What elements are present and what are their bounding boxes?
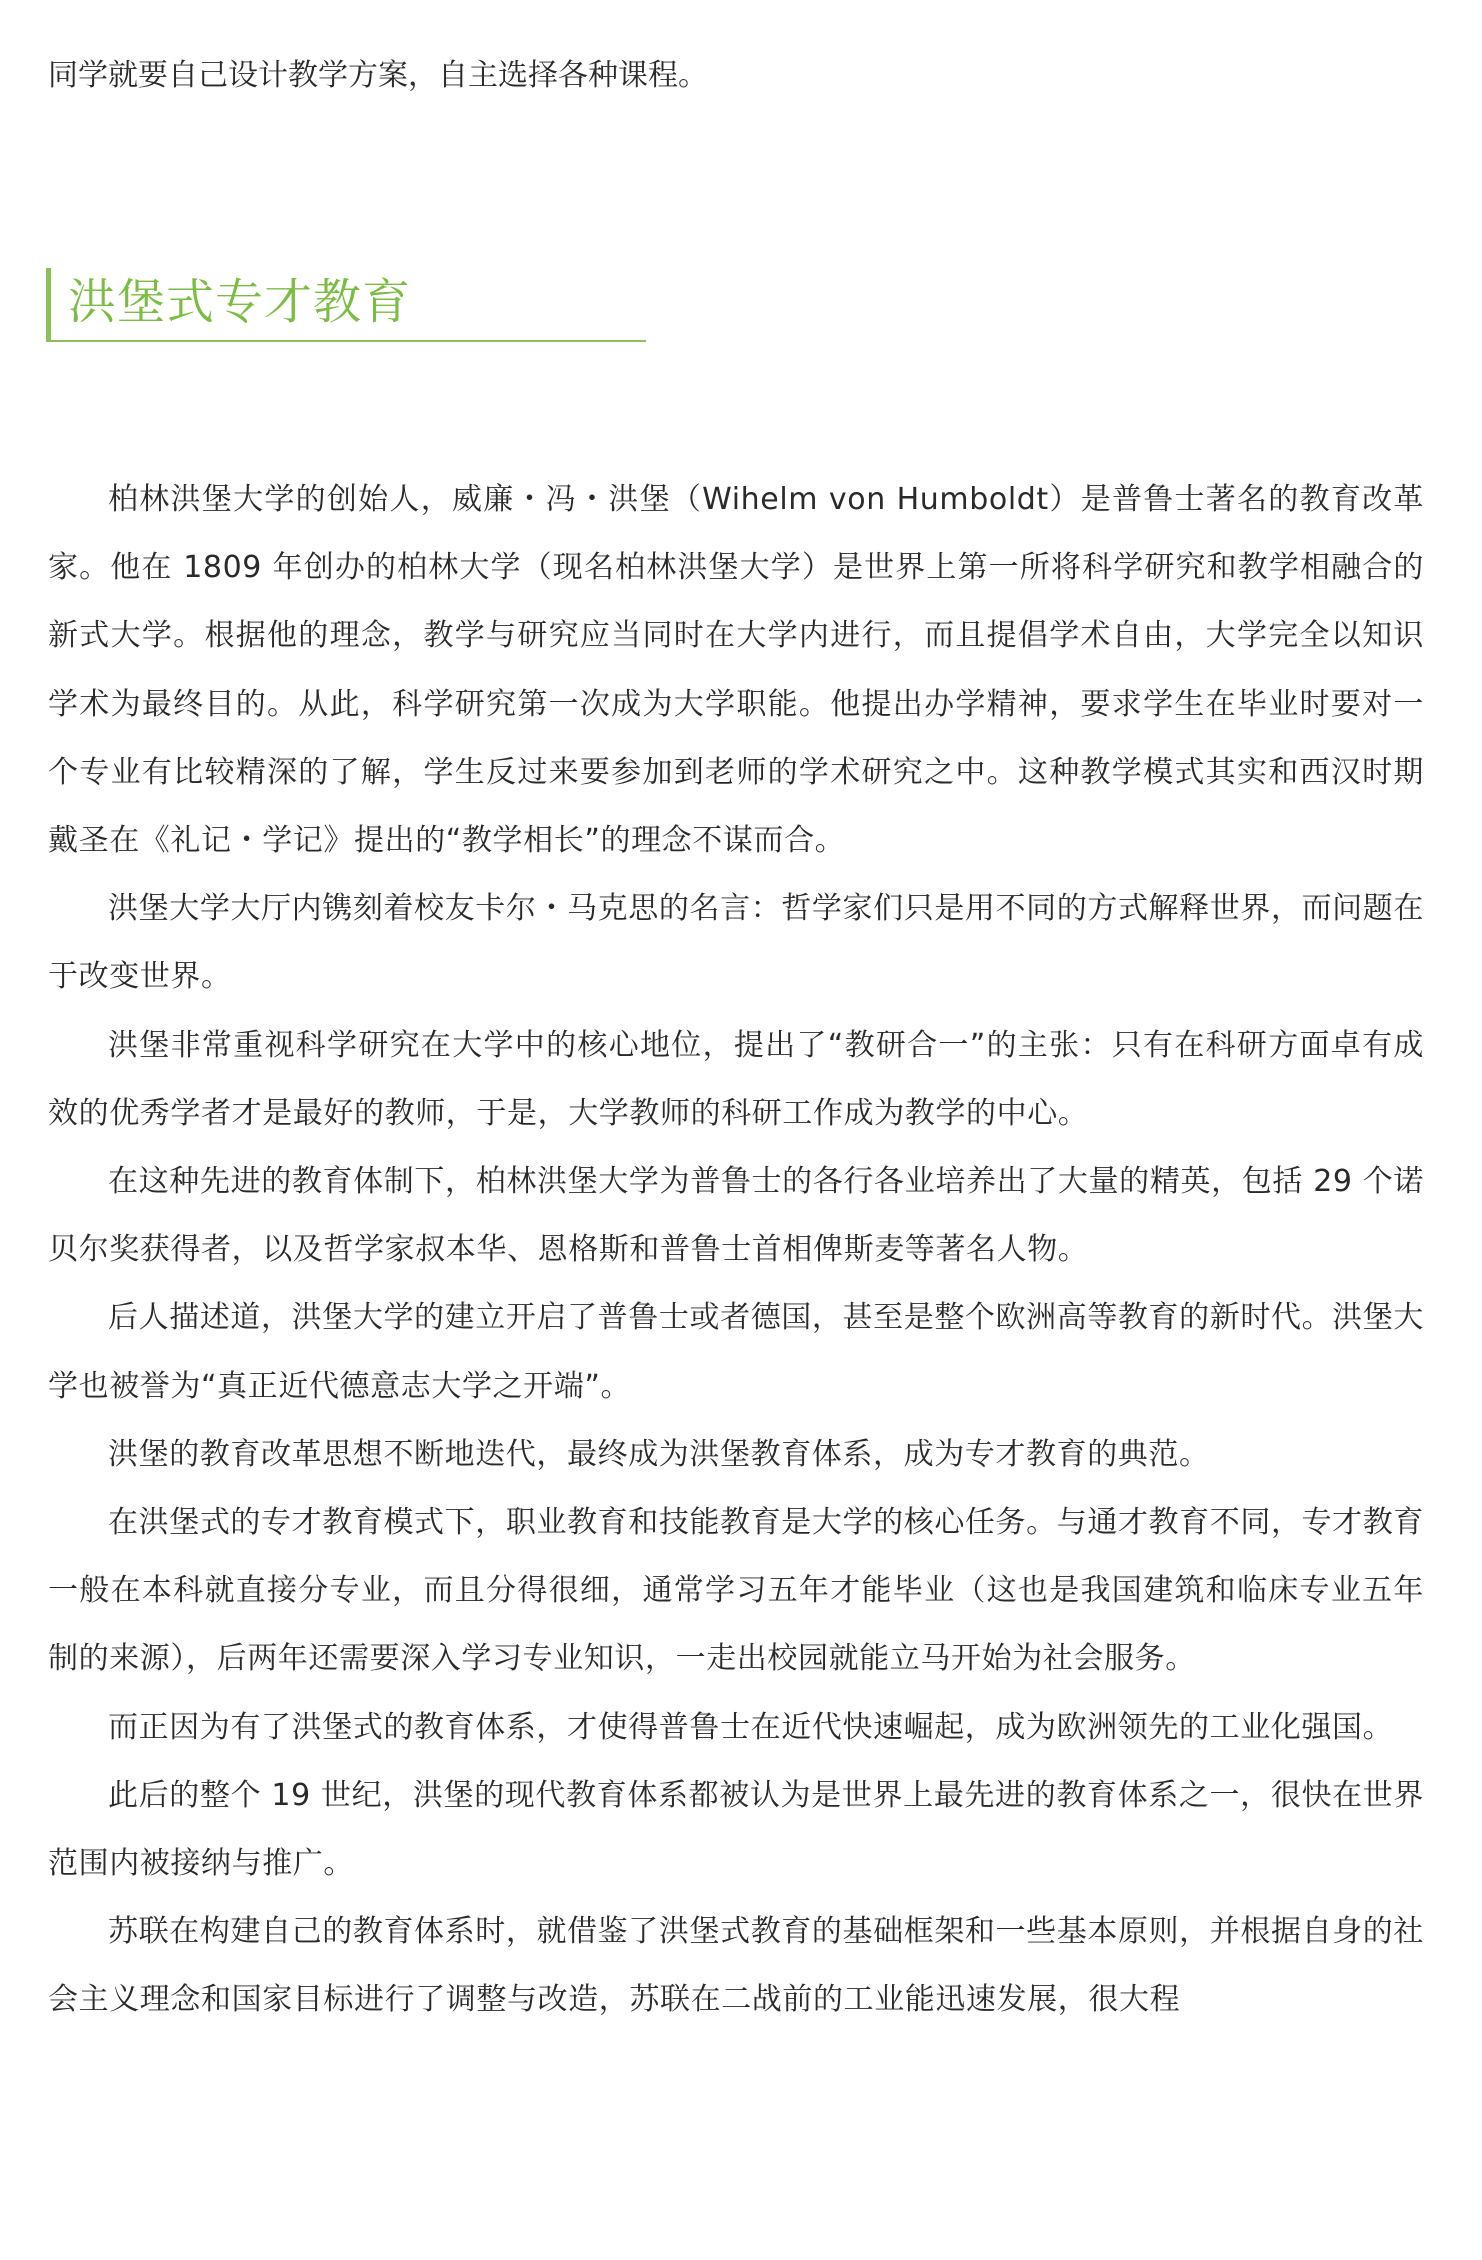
paragraph-19th-century: 此后的整个 19 世纪，洪堡的现代教育体系都被认为是世界上最先进的教育体系之一，很快在世界范围内被接纳与推广。 (48, 1777, 1424, 1882)
paragraph-founder: 柏林洪堡大学的创始人，威廉・冯・洪堡（Wihelm von Humboldt）是普鲁士著名的教育改革家。他在 1809 年创办的柏林大学（现名柏林洪堡大学）是世界上第一所将科学研究和教学相融合的新式大学。根据他的理念，教学与研究应当同时在大学内进行，而且提倡学术自由，大学完全以知识学术为最终目的。从此，科学研究第一次成为大学职能。他提出办学精神，要求学生在毕业时要对一个专业有比较精深的了解，学生反过来要参加到老师的学术研究之中。这种教学模式其实和西汉时期戴圣在《礼记・学记》提出的“教学相长”的理念不谋而合。 (48, 482, 1424, 859)
paragraph-specialist-education: 在洪堡式的专才教育模式下，职业教育和技能教育是大学的核心任务。与通才教育不同，专才教育一般在本科就直接分专业，而且分得很细，通常学习五年才能毕业（这也是我国建筑和临床专业五年制的来源），后两年还需要深入学习专业知识，一走出校园就能立马开始为社会服务。 (48, 1505, 1424, 1677)
article-body (48, 466, 1424, 2035)
paragraph-model: 洪堡的教育改革思想不断地迭代，最终成为洪堡教育体系，成为专才教育的典范。 (108, 1436, 1210, 1472)
paragraph-marx-quote: 洪堡大学大厅内镌刻着校友卡尔・马克思的名言：哲学家们只是用不同的方式解释世界，而问题在于改变世界。 (48, 891, 1424, 995)
paragraph-teaching-research: 洪堡非常重视科学研究在大学中的核心地位，提出了“教研合一”的主张：只有在科研方面卓有成效的优秀学者才是最好的教师，于是，大学教师的科研工作成为教学的中心。 (48, 1027, 1424, 1131)
section-heading: 洪堡式专才教育 (68, 274, 412, 330)
paragraph-new-era: 后人描述道，洪堡大学的建立开启了普鲁士或者德国，甚至是整个欧洲高等教育的新时代。洪堡大学也被誉为“真正近代德意志大学之开端”。 (48, 1300, 1424, 1404)
section-heading-block (46, 268, 646, 342)
paragraph-prussia-rise: 而正因为有了洪堡式的教育体系，才使得普鲁士在近代快速崛起，成为欧洲领先的工业化强国。 (108, 1709, 1394, 1745)
heading-accent-bar (46, 268, 51, 340)
intro-paragraph: 同学就要自己设计教学方案，自主选择各种课程。 (48, 58, 708, 93)
paragraph-elites: 在这种先进的教育体制下，柏林洪堡大学为普鲁士的各行各业培养出了大量的精英，包括 29 个诺贝尔奖获得者，以及哲学家叔本华、恩格斯和普鲁士首相俾斯麦等著名人物。 (48, 1164, 1424, 1268)
paragraph-soviet: 苏联在构建自己的教育体系时，就借鉴了洪堡式教育的基础框架和一些基本原则，并根据自身的社会主义理念和国家目标进行了调整与改造，苏联在二战前的工业能迅速发展，很大程 (48, 1914, 1424, 2018)
